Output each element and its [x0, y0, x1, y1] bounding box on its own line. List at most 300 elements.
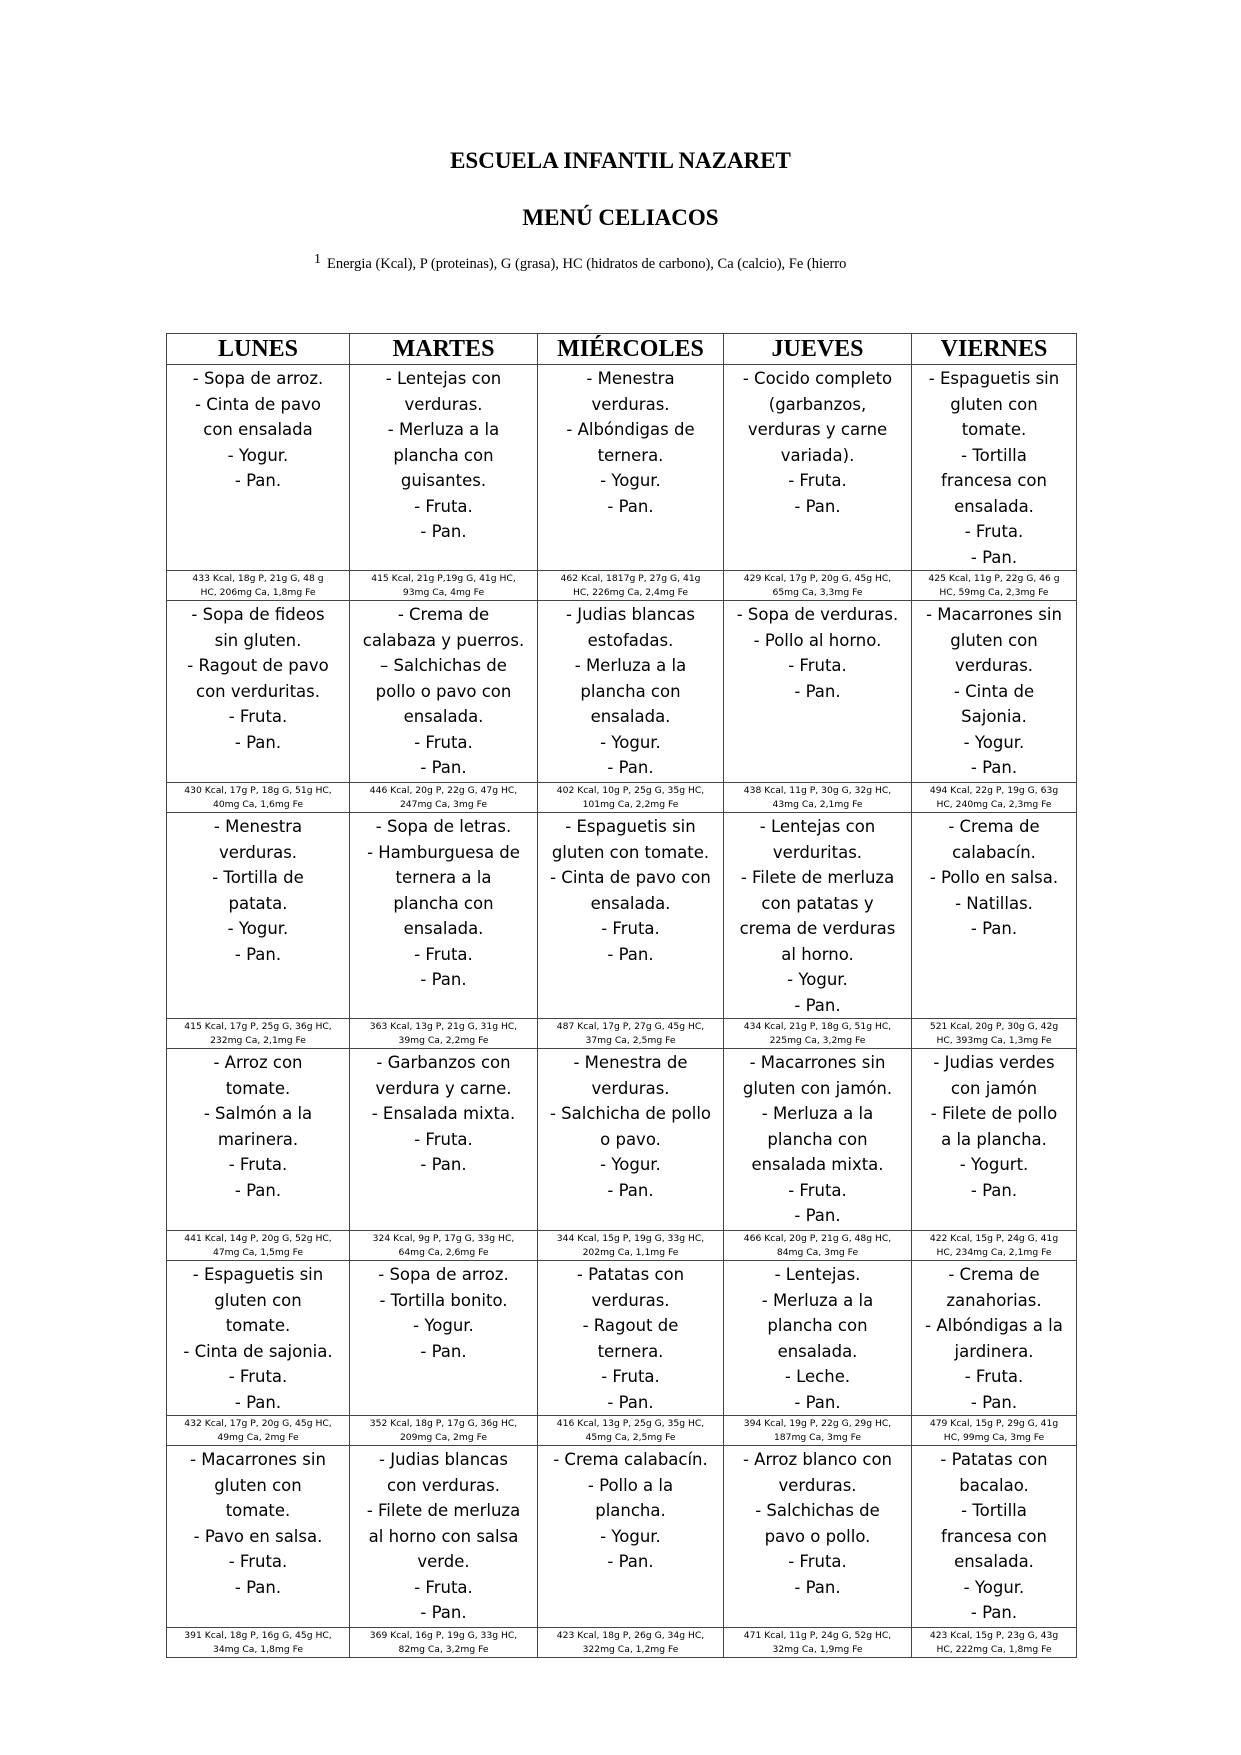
menu-cell [350, 1049, 538, 1231]
menu-item: - Merluza a la [387, 420, 500, 439]
menu-item: - Albóndigas a la [925, 1316, 1063, 1335]
nutrition-cell [350, 783, 538, 813]
menu-item: ensalada. [954, 496, 1034, 516]
nutrition-text: 394 Kcal, 19g P, 22g G, 29g HC, [743, 1418, 892, 1429]
nutrition-row [167, 1019, 1077, 1049]
menu-cell [538, 1261, 724, 1416]
nutrition-text: 423 Kcal, 15g P, 23g G, 43g [929, 1630, 1059, 1641]
nutrition-text: HC, 99mg Ca, 3mg Fe [943, 1431, 1045, 1443]
menu-item: con jamón [950, 1078, 1038, 1098]
day-header: MIÉRCOLES [538, 334, 724, 365]
menu-cell [167, 1261, 350, 1416]
menu-item: - Pan. [970, 758, 1018, 777]
nutrition-text: 416 Kcal, 13g P, 25g G, 35g HC, [556, 1418, 705, 1429]
menu-item: - Patatas con [576, 1265, 685, 1284]
nutrition-text: 521 Kcal, 20g P, 30g G, 42g [929, 1021, 1059, 1032]
menu-cell [538, 601, 724, 783]
menu-item: - Ragout de pavo [187, 656, 329, 675]
nutrition-text: 494 Kcal, 22g P, 19g G, 63g [929, 785, 1059, 796]
footnote-text: Energia (Kcal), P (proteinas), G (grasa), HC (hidratos de carbono), Ca (calcio), Fe (hierro [327, 256, 847, 272]
nutrition-text: 430 Kcal, 17g P, 18g G, 51g HC, [184, 785, 332, 796]
nutrition-cell [538, 783, 724, 813]
day-header-row [167, 334, 1077, 365]
menu-item: - Pan. [234, 944, 282, 964]
menu-item: - Yogur. [600, 1526, 661, 1546]
nutrition-text: 344 Kcal, 15g P, 19g G, 33g HC, [556, 1233, 705, 1244]
weekly-menu-table [166, 333, 1077, 1658]
nutrition-text: 432 Kcal, 17g P, 20g G, 45g HC, [184, 1418, 332, 1429]
nutrition-text: 43mg Ca, 2,1mg Fe [772, 798, 863, 810]
menu-item: - Macarrones sin [926, 605, 1062, 624]
menu-item: - Fruta. [414, 1577, 473, 1597]
menu-item: - Pan. [420, 758, 467, 777]
nutrition-cell [538, 1416, 724, 1446]
nutrition-cell [912, 571, 1077, 601]
nutrition-text: 34mg Ca, 1,8mg Fe [212, 1643, 304, 1655]
nutrition-text: 232mg Ca, 2,1mg Fe [210, 1034, 306, 1046]
menu-item: plancha. [595, 1501, 666, 1520]
menu-cell [350, 813, 538, 1019]
menu-item: - Salmón a la [203, 1104, 313, 1123]
menu-item: verdura y carne. [375, 1078, 512, 1098]
nutrition-text: 462 Kcal, 1817g P, 27g G, 41g [560, 573, 701, 584]
menu-item: - Pan. [794, 1577, 841, 1597]
menu-item: con ensalada [203, 420, 313, 439]
nutrition-cell [538, 571, 724, 601]
nutrition-text: 429 Kcal, 17g P, 20g G, 45g HC, [743, 573, 892, 584]
menu-item: plancha con [393, 893, 494, 913]
menu-item: - Salchicha de pollo [549, 1104, 712, 1123]
menu-item: - Yogur. [600, 732, 661, 752]
menu-item: - Hamburguesa de [367, 842, 520, 862]
menu-item: - Menestra [586, 369, 675, 388]
menu-item: ensalada. [403, 707, 484, 726]
menu-item: - Pan. [607, 758, 654, 777]
menu-item: tomate. [225, 1078, 291, 1098]
menu-cell [538, 365, 724, 571]
menu-item: - Pan. [794, 496, 841, 516]
menu-item: - Pan. [234, 732, 282, 752]
menu-item: - Judias blancas [379, 1450, 508, 1469]
menu-item: - Salchichas de [755, 1501, 880, 1520]
menu-item: Sajonia. [961, 707, 1027, 726]
nutrition-text: 209mg Ca, 2mg Fe [399, 1431, 488, 1443]
menu-item: - Ensalada mixta. [371, 1104, 516, 1123]
nutrition-cell [350, 571, 538, 601]
nutrition-text: 466 Kcal, 20g P, 21g G, 48g HC, [743, 1233, 892, 1244]
menu-item: - Pan. [794, 1392, 841, 1412]
menu-item: verduras y carne [747, 420, 888, 439]
nutrition-cell [912, 1019, 1077, 1049]
menu-item: - Tortilla de [212, 868, 304, 887]
menu-item: - Arroz con [213, 1053, 303, 1072]
menu-item: - Fruta. [601, 1367, 660, 1386]
menu-item: - Yogur. [787, 970, 848, 989]
nutrition-row [167, 1231, 1077, 1261]
nutrition-text: HC, 222mg Ca, 1,8mg Fe [936, 1643, 1052, 1655]
menu-item: ternera. [597, 445, 664, 465]
menu-item: - Pan. [234, 1577, 282, 1597]
menu-cell [912, 813, 1077, 1019]
nutrition-text: HC, 226mg Ca, 2,4mg Fe [572, 586, 689, 598]
menu-item: - Pan. [607, 944, 654, 964]
menu-item: - Patatas con [940, 1450, 1048, 1469]
day-header: VIERNES [912, 334, 1077, 365]
menu-item: plancha con [767, 1316, 868, 1335]
menu-cell [912, 1261, 1077, 1416]
day-header: LUNES [167, 334, 350, 365]
menu-cell [167, 601, 350, 783]
menu-item: plancha con [767, 1129, 868, 1149]
menu-item: a la plancha. [941, 1129, 1047, 1149]
menu-item: - Yogur. [227, 919, 289, 938]
menu-item: - Yogurt. [959, 1155, 1029, 1174]
nutrition-cell [167, 1231, 350, 1261]
menu-cell [912, 365, 1077, 571]
menu-cell [350, 1261, 538, 1416]
menu-item: francesa con [941, 1526, 1047, 1546]
menu-row [167, 1049, 1077, 1231]
menu-item: - Macarrones sin [190, 1450, 326, 1469]
menu-cell [724, 1446, 912, 1628]
menu-item: - Espaguetis sin [928, 369, 1060, 388]
menu-item: verduras. [591, 394, 670, 414]
menu-item: verduras. [591, 1290, 670, 1310]
menu-item: - Pollo a la [587, 1475, 674, 1495]
menu-item: - Natillas. [955, 893, 1033, 913]
menu-item: - Yogur. [413, 1316, 474, 1335]
nutrition-text: 324 Kcal, 9g P, 17g G, 33g HC, [372, 1233, 515, 1244]
nutrition-text: 32mg Ca, 1,9mg Fe [772, 1643, 863, 1655]
menu-item: - Sopa de letras. [375, 817, 512, 836]
menu-row [167, 813, 1077, 1019]
menu-item: ternera a la [395, 868, 492, 887]
menu-item: verduritas. [772, 842, 863, 862]
menu-item: con patatas y [761, 893, 874, 913]
menu-cell [167, 1049, 350, 1231]
menu-item: variada). [780, 445, 855, 465]
menu-cell [167, 1446, 350, 1628]
menu-item: ternera. [597, 1341, 664, 1361]
school-title: ESCUELA INFANTIL NAZARET [450, 148, 791, 173]
day-header: MARTES [350, 334, 538, 365]
nutrition-cell [167, 783, 350, 813]
menu-item: gluten con [950, 394, 1038, 414]
menu-item: - Judias blancas [566, 605, 695, 624]
menu-item: - Merluza a la [574, 656, 687, 675]
menu-item: - Pollo en salsa. [929, 868, 1059, 887]
menu-item: francesa con [941, 471, 1047, 490]
nutrition-row [167, 571, 1077, 601]
menu-item: ensalada mixta. [751, 1155, 884, 1174]
nutrition-cell [350, 1628, 538, 1658]
menu-item: - Lentejas con [759, 817, 876, 836]
menu-item: - Pan. [420, 522, 467, 541]
menu-item: - Sopa de verduras. [736, 605, 899, 624]
menu-item: tomate. [961, 420, 1027, 439]
menu-cell [724, 601, 912, 783]
nutrition-text: 391 Kcal, 18g P, 16g G, 45g HC, [184, 1630, 332, 1641]
nutrition-cell [350, 1231, 538, 1261]
menu-item: - Fruta. [228, 707, 288, 726]
nutrition-cell [724, 1231, 912, 1261]
nutrition-cell [912, 783, 1077, 813]
menu-item: - Cocido completo [742, 369, 893, 388]
nutrition-text: 441 Kcal, 14g P, 20g G, 52g HC, [184, 1233, 332, 1244]
menu-item: - Pavo en salsa. [193, 1526, 323, 1546]
menu-body [167, 365, 1077, 1658]
nutrition-text: 65mg Ca, 3,3mg Fe [772, 586, 863, 598]
nutrition-text: 479 Kcal, 15g P, 29g G, 41g [929, 1418, 1059, 1429]
menu-item: - Fruta. [964, 1367, 1024, 1386]
nutrition-cell [724, 571, 912, 601]
nutrition-cell [538, 1231, 724, 1261]
menu-item: - Pan. [607, 496, 654, 516]
menu-item: verduras. [404, 394, 483, 414]
menu-row [167, 365, 1077, 571]
menu-item: - Menestra [213, 817, 303, 836]
menu-item: - Sopa de arroz. [192, 369, 324, 388]
nutrition-text: 202mg Ca, 1,1mg Fe [582, 1246, 679, 1258]
nutrition-cell [912, 1231, 1077, 1261]
nutrition-cell [350, 1019, 538, 1049]
nutrition-cell [350, 1416, 538, 1446]
nutrition-text: 471 Kcal, 11g P, 24g G, 52g HC, [743, 1630, 892, 1641]
nutrition-cell [724, 1416, 912, 1446]
menu-item: - Macarrones sin [749, 1053, 886, 1072]
menu-item: pollo o pavo con [375, 681, 512, 701]
menu-item: - Yogur. [600, 1155, 661, 1174]
nutrition-text: HC, 234mg Ca, 2,1mg Fe [936, 1246, 1052, 1258]
menu-item: - Pan. [607, 1552, 654, 1571]
menu-item: - Arroz blanco con [742, 1450, 893, 1469]
menu-cell [724, 1049, 912, 1231]
menu-item: - Yogur. [600, 471, 661, 490]
menu-item: crema de verduras [739, 919, 896, 938]
nutrition-text: 47mg Ca, 1,5mg Fe [212, 1246, 304, 1258]
menu-item: - Pan. [420, 1155, 467, 1174]
menu-item: verduras. [778, 1475, 857, 1495]
menu-item: - Pollo al horno. [753, 630, 882, 650]
menu-item: - Ragout de [582, 1316, 679, 1335]
menu-item: - Menestra de [573, 1053, 688, 1072]
menu-item: gluten con jamón. [742, 1078, 893, 1098]
nutrition-text: 39mg Ca, 2,2mg Fe [398, 1034, 489, 1046]
menu-item: estofadas. [587, 630, 674, 650]
menu-item: ensalada. [590, 893, 671, 913]
menu-item: - Lentejas. [774, 1265, 861, 1284]
nutrition-cell [724, 783, 912, 813]
menu-item: - Yogur. [963, 732, 1025, 752]
menu-item: - Fruta. [414, 944, 473, 964]
nutrition-text: 433 Kcal, 18g P, 21g G, 48 g [192, 573, 324, 584]
menu-item: - Pan. [794, 681, 841, 701]
menu-item: tomate. [225, 1501, 291, 1520]
nutrition-text: 402 Kcal, 10g P, 25g G, 35g HC, [556, 785, 705, 796]
nutrition-text: 64mg Ca, 2,6mg Fe [398, 1246, 489, 1258]
menu-cell [912, 1049, 1077, 1231]
menu-item: - Fruta. [414, 732, 473, 752]
nutrition-row [167, 1628, 1077, 1658]
menu-item: - Albóndigas de [566, 420, 695, 439]
menu-item: ensalada. [777, 1341, 858, 1361]
menu-item: - Pan. [970, 919, 1018, 938]
nutrition-text: 40mg Ca, 1,6mg Fe [212, 798, 304, 810]
menu-item: - Pan. [970, 1392, 1018, 1412]
menu-item: al horno con salsa [368, 1526, 519, 1546]
menu-item: - Cinta de [953, 681, 1035, 701]
nutrition-text: 322mg Ca, 1,2mg Fe [582, 1643, 679, 1655]
menu-item: ensalada. [403, 919, 484, 938]
menu-cell [350, 1446, 538, 1628]
menu-item: marinera. [217, 1129, 299, 1149]
nutrition-text: 352 Kcal, 18g P, 17g G, 36g HC, [369, 1418, 518, 1429]
menu-item: jardinera. [954, 1341, 1034, 1361]
nutrition-cell [538, 1019, 724, 1049]
menu-item: – Salchichas de [380, 656, 507, 675]
nutrition-row [167, 1416, 1077, 1446]
menu-item: verduras. [218, 842, 298, 862]
menu-item: gluten con tomate. [551, 842, 710, 862]
nutrition-cell [167, 1416, 350, 1446]
nutrition-cell [724, 1628, 912, 1658]
nutrition-text: HC, 206mg Ca, 1,8mg Fe [200, 586, 316, 598]
menu-item: - Fruta. [788, 656, 847, 675]
menu-item: - Fruta. [788, 471, 847, 490]
menu-cell [167, 813, 350, 1019]
nutrition-cell [912, 1628, 1077, 1658]
menu-cell [538, 1049, 724, 1231]
menu-item: - Pan. [234, 1180, 282, 1200]
menu-item: verduras. [954, 656, 1034, 675]
menu-item: - Pan. [420, 1603, 467, 1622]
menu-item: - Merluza a la [761, 1104, 874, 1123]
menu-item: - Leche. [784, 1367, 851, 1386]
menu-item: - Garbanzos con [376, 1053, 511, 1072]
menu-item: plancha con [580, 681, 681, 701]
menu-item: - Fruta. [228, 1367, 288, 1386]
menu-item: - Fruta. [414, 1129, 473, 1149]
menu-item: plancha con [393, 445, 494, 465]
menu-item: (garbanzos, [768, 394, 867, 414]
menu-item: - Pan. [234, 1392, 282, 1412]
nutrition-text: 434 Kcal, 21g P, 18g G, 51g HC, [743, 1021, 892, 1032]
menu-item: - Filete de merluza [740, 868, 895, 887]
menu-cell [167, 365, 350, 571]
menu-item: - Judias verdes [933, 1053, 1055, 1072]
menu-item: tomate. [225, 1316, 291, 1335]
menu-item: - Tortilla bonito. [379, 1290, 508, 1310]
menu-item: - Fruta. [788, 1552, 847, 1571]
menu-row [167, 601, 1077, 783]
menu-cell [350, 365, 538, 571]
nutrition-footnote [314, 252, 847, 273]
menu-cell [724, 1261, 912, 1416]
menu-item: - Crema calabacín. [553, 1450, 708, 1469]
menu-item: - Pan. [794, 1206, 841, 1225]
nutrition-cell [167, 1628, 350, 1658]
menu-item: - Yogur. [227, 445, 289, 465]
nutrition-text: 37mg Ca, 2,5mg Fe [585, 1034, 676, 1046]
nutrition-cell [912, 1416, 1077, 1446]
menu-item: - Tortilla [961, 445, 1027, 465]
menu-item: - Sopa de fideos [191, 605, 325, 624]
menu-item: verduras. [591, 1078, 670, 1098]
menu-item: - Pan. [607, 1180, 654, 1200]
menu-item: ensalada. [954, 1552, 1034, 1571]
menu-item: - Fruta. [601, 919, 660, 938]
nutrition-cell [167, 1019, 350, 1049]
menu-cell [724, 365, 912, 571]
menu-cell [724, 813, 912, 1019]
menu-item: - Cinta de pavo con [550, 868, 711, 887]
nutrition-text: HC, 393mg Ca, 1,3mg Fe [936, 1034, 1052, 1046]
menu-title: MENÚ CELIACOS [522, 205, 719, 230]
nutrition-row [167, 783, 1077, 813]
menu-item: - Yogur. [963, 1577, 1025, 1597]
menu-item: sin gluten. [214, 630, 302, 650]
nutrition-text: 423 Kcal, 18g P, 26g G, 34g HC, [556, 1630, 705, 1641]
nutrition-text: 415 Kcal, 17g P, 25g G, 36g HC, [184, 1021, 332, 1032]
menu-item: - Crema de [948, 817, 1040, 836]
nutrition-text: 82mg Ca, 3,2mg Fe [398, 1643, 489, 1655]
nutrition-text: 363 Kcal, 13g P, 21g G, 31g HC, [369, 1021, 518, 1032]
nutrition-text: 369 Kcal, 16g P, 19g G, 33g HC, [369, 1630, 518, 1641]
footnote-mark: 1 [314, 252, 321, 267]
nutrition-text: 425 Kcal, 11g P, 22g G, 46 g [928, 573, 1060, 584]
menu-item: - Pan. [234, 471, 282, 490]
nutrition-cell [167, 571, 350, 601]
menu-cell [912, 601, 1077, 783]
menu-item: - Pan. [420, 970, 467, 989]
menu-item: - Fruta. [788, 1180, 847, 1200]
menu-item: bacalao. [959, 1475, 1029, 1495]
menu-item: gluten con [214, 1475, 302, 1495]
menu-item: - Filete de pollo [930, 1104, 1058, 1123]
menu-cell [538, 1446, 724, 1628]
menu-item: con verduras. [387, 1475, 500, 1495]
nutrition-text: 225mg Ca, 3,2mg Fe [769, 1034, 866, 1046]
menu-item: - Pan. [970, 1180, 1018, 1200]
menu-row [167, 1261, 1077, 1416]
menu-cell [538, 813, 724, 1019]
menu-item: - Pan. [970, 1603, 1018, 1622]
day-header: JUEVES [724, 334, 912, 365]
menu-item: - Crema de [397, 605, 490, 624]
nutrition-cell [724, 1019, 912, 1049]
menu-item: - Fruta. [228, 1155, 288, 1174]
menu-item: - Espaguetis sin [192, 1265, 324, 1284]
menu-item: - Tortilla [961, 1501, 1027, 1520]
menu-item: guisantes. [400, 471, 487, 490]
nutrition-text: 438 Kcal, 11g P, 30g G, 32g HC, [743, 785, 892, 796]
menu-item: - Pan. [607, 1392, 654, 1412]
menu-cell [350, 601, 538, 783]
menu-item: o pavo. [600, 1129, 661, 1149]
menu-item: - Filete de merluza [366, 1501, 521, 1520]
nutrition-text: 422 Kcal, 15g P, 24g G, 41g [929, 1233, 1059, 1244]
nutrition-text: 49mg Ca, 2mg Fe [217, 1431, 299, 1443]
nutrition-text: 84mg Ca, 3mg Fe [776, 1246, 859, 1258]
menu-item: al horno. [781, 944, 854, 964]
menu-item: verde. [417, 1552, 470, 1571]
menu-item: gluten con [214, 1290, 302, 1310]
menu-item: - Merluza a la [761, 1290, 874, 1310]
nutrition-text: 415 Kcal, 21g P,19g G, 41g HC, [371, 573, 516, 584]
menu-item: - Pan. [420, 1341, 467, 1361]
menu-item: - Pan. [794, 995, 841, 1015]
menu-item: - Crema de [948, 1265, 1040, 1284]
